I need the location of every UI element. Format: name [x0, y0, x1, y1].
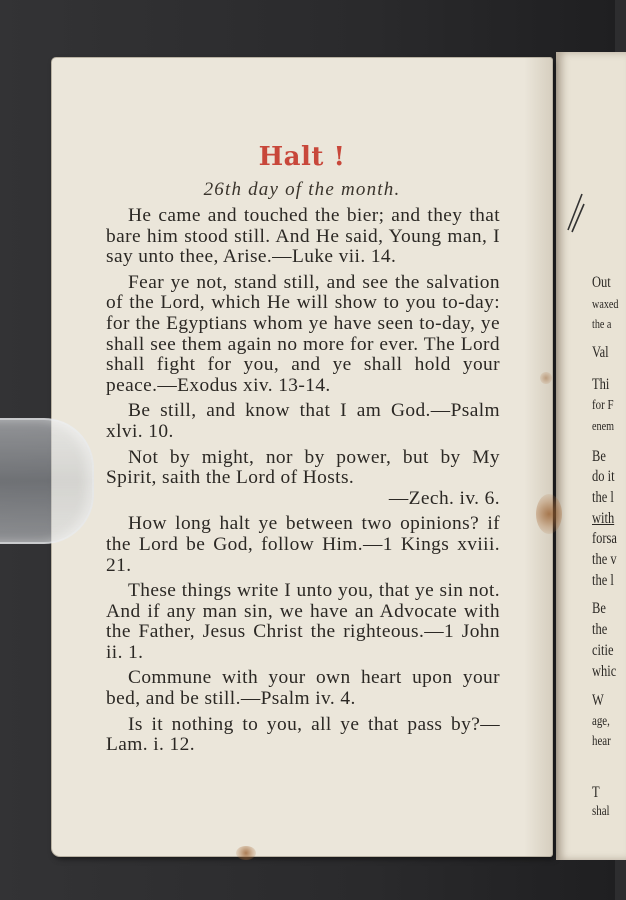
facing-text-fragment: the a: [592, 316, 612, 331]
facing-page-edge: [556, 52, 626, 860]
facing-text-fragment: W: [592, 692, 604, 709]
foxing-stain: [540, 372, 552, 384]
facing-text-fragment: Out: [592, 274, 611, 291]
verse-paragraph: Be still, and know that I am God.—Psalm xlvi. 10.: [106, 400, 500, 442]
foxing-stain: [236, 846, 256, 860]
facing-text-fragment: T: [592, 784, 600, 801]
facing-text-fragment: whic: [592, 663, 617, 680]
facing-text-fragment: shal: [592, 804, 610, 819]
verse-text: Not by might, nor by power, but by My Spirit, saith the Lord of Hosts.: [106, 446, 500, 489]
verse-paragraph: He came and touched the bier; and they that bare him stood still. And He said, Young man, I say unto thee, Arise.—Luke vii. 14.: [106, 205, 500, 268]
facing-text-fragment: do it: [592, 468, 615, 485]
page-title: Halt !: [258, 142, 346, 172]
verse-paragraph: How long halt ye between two opinions? if the Lord be God, follow Him.—1 Kings xviii. 21.: [106, 513, 500, 576]
facing-text-fragment: Val: [592, 344, 609, 361]
verse-reference: —Zech. iv. 6.: [388, 487, 500, 509]
verse-list: [106, 206, 500, 761]
facing-text-fragment: for F: [592, 398, 614, 413]
facing-text-fragment: Be: [592, 600, 606, 617]
facing-text-fragment: waxed: [592, 296, 619, 311]
verse-paragraph: Commune with your own heart upon your bed, and be still.—Psalm iv. 4.: [106, 667, 500, 710]
facing-text-fragment: the l: [592, 572, 614, 589]
facing-text-fragment: Be: [592, 448, 606, 465]
facing-text-fragment: the l: [592, 489, 614, 506]
facing-text-fragment: with: [592, 510, 615, 527]
pencil-mark-icon: [566, 190, 586, 234]
verse-paragraph: These things write I unto you, that ye sin not. And if any man sin, we have an Advocate with the Father, Jesus Christ the righteous.—1 John ii. 1.: [106, 580, 500, 663]
verse-paragraph: Is it nothing to you, all ye that pass by?—Lam. i. 12.: [106, 713, 500, 756]
facing-text-fragment: forsa: [592, 530, 617, 547]
verse-paragraph: [106, 448, 500, 510]
foxing-stain: [536, 494, 562, 534]
facing-text-fragment: the v: [592, 551, 617, 568]
glass-page-weight: [0, 418, 94, 544]
facing-text-fragment: age,: [592, 714, 610, 729]
facing-text-fragment: Thi: [592, 376, 610, 393]
verse-paragraph: Fear ye not, stand still, and see the salvation of the Lord, which He will show to you to-day: for the Egyptians whom ye have seen to-day, ye shall see them again no more for ever. The Lord shall fight for you, and ye shall hold your peace.—Exodus xiv. 13-14.: [106, 271, 500, 396]
page-subtitle: 26th day of the month.: [203, 179, 401, 200]
facing-text-fragment: the: [592, 621, 608, 638]
facing-text-fragment: enem: [592, 418, 614, 433]
facing-text-fragment: citie: [592, 642, 614, 659]
facing-text-fragment: hear: [592, 734, 611, 749]
